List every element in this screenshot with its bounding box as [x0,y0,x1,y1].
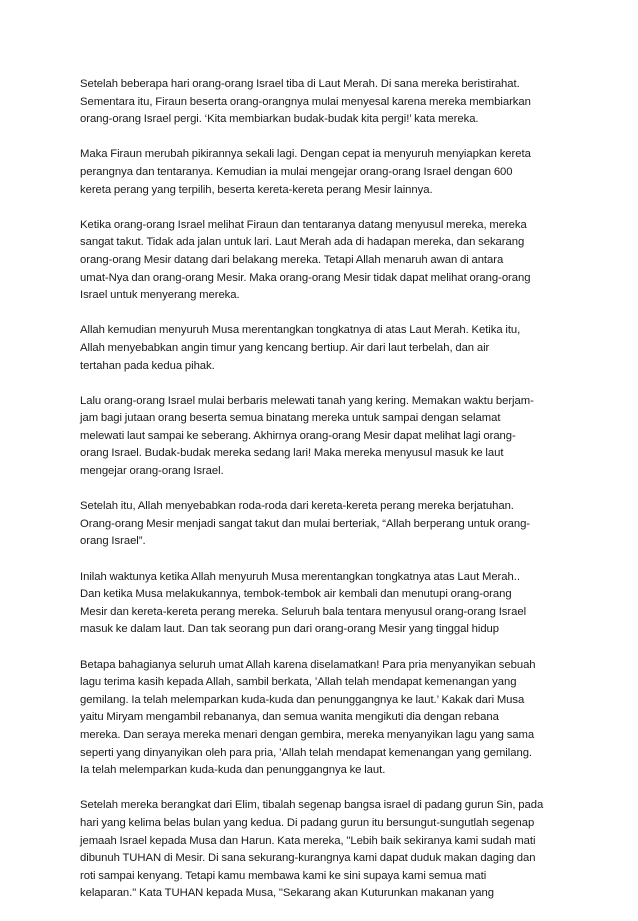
text-line: Mesir dan kereta-kereta perang mereka. Seluruh bala tentara menyusul orang-orang Israel [80,605,527,618]
text-line: orang-orang Mesir datang dari belakang mereka. Tetapi Allah menaruh awan di antara [80,253,504,266]
text-line: lagu terima kasih kepada Allah, sambil berkata, ’Allah telah mendapat kemenangan yang [80,676,517,689]
paragraph-7 [80,569,566,639]
text-line: seperti yang dinyanyikan oleh para pria, ’Allah telah mendapat kemenangan yang gemilang. [80,746,533,759]
text-line: kereta perang yang terpilih, beserta kereta-kereta perang Mesir lainnya. [80,183,433,196]
text-line: hari yang kelima belas bulan yang kedua. Di padang gurun itu bersungut-sungutlah segenap [80,816,535,829]
text-line: Allah kemudian menyuruh Musa merentangkan tongkatnya di atas Laut Merah. Ketika itu, [80,324,521,337]
paragraph-2 [80,146,566,199]
text-line: orang Israel. Budak-budak mereka sedang lari! Maka mereka menyusul masuk ke laut [80,447,504,460]
text-line: dibunuh TUHAN di Mesir. Di sana sekurang-kurangnya kami dapat duduk makan daging dan [80,852,536,865]
text-line: Inilah waktunya ketika Allah menyuruh Musa merentangkan tongkatnya atas Laut Merah.. [80,570,520,583]
text-line: Sementara itu, Firaun beserta orang-orangnya mulai menyesal karena mereka membiarkan [80,95,531,108]
document-page [80,76,566,921]
text-line: Setelah mereka berangkat dari Elim, tibalah segenap bangsa israel di padang gurun Sin, pada [80,799,544,812]
text-line: Orang-orang Mesir menjadi sangat takut dan mulai berteriak, “Allah berperang untuk orang- [80,517,531,530]
paragraph-4 [80,322,566,375]
text-line: Maka Firaun merubah pikirannya sekali lagi. Dengan cepat ia menyuruh menyiapkan kereta [80,148,531,161]
paragraph-6 [80,498,566,551]
paragraph-5 [80,393,566,481]
text-line: mengejar orang-orang Israel. [80,465,224,478]
text-line: Ketika orang-orang Israel melihat Firaun dan tentaranya datang menyusul mereka, mereka [80,218,527,231]
text-line: jemaah Israel kepada Musa dan Harun. Kata mereka, "Lebih baik sekiranya kami sudah mati [80,834,536,847]
paragraph-3 [80,217,566,305]
text-line: mereka. Dan seraya mereka menari dengan gembira, mereka menyanyikan lagu yang sama [80,728,535,741]
text-line: Setelah beberapa hari orang-orang Israel tiba di Laut Merah. Di sana mereka beristirahat. [80,78,520,90]
text-line: tertahan pada kedua pihak. [80,359,215,372]
paragraph-9 [80,797,566,903]
text-line: Israel untuk menyerang mereka. [80,289,240,302]
text-line: perangnya dan tentaranya. Kemudian ia mulai mengejar orang-orang Israel dengan 600 [80,165,513,178]
text-line: orang-orang Israel pergi. ‘Kita membiarkan budak-budak kita pergi!’ kata mereka. [80,113,479,126]
paragraph-1 [80,76,566,129]
text-line: melewati laut sampai ke seberang. Akhirnya orang-orang Mesir dapat melihat lagi orang- [80,429,516,442]
text-line: roti sampai kenyang. Tetapi kamu membawa kami ke sini supaya kami semua mati [80,869,487,882]
text-line: orang Israel”. [80,535,146,548]
text-line: kelaparan." Kata TUHAN kepada Musa, "Sekarang akan Kuturunkan makanan yang [80,887,495,900]
text-line: yaitu Miryam mengambil rebananya, dan semua wanita mengikuti dia dengan rebana [80,711,499,724]
text-line: Dan ketika Musa melakukannya, tembok-tembok air kembali dan menutupi orang-orang [80,588,512,601]
text-line: umat-Nya dan orang-orang Mesir. Maka orang-orang Mesir tidak dapat melihat orang-orang [80,271,531,284]
text-line: sangat takut. Tidak ada jalan untuk lari. Laut Merah ada di hadapan mereka, dan sekarang [80,236,525,249]
paragraph-8 [80,657,566,780]
text-line: jam bagi jutaan orang beserta semua binatang mereka untuk sampai dengan selamat [80,412,501,425]
text-line: Ia telah melemparkan kuda-kuda dan penunggangnya ke laut. [80,764,386,777]
text-line: masuk ke dalam laut. Dan tak seorang pun dari orang-orang Mesir yang tinggal hidup [80,623,500,636]
text-line: Lalu orang-orang Israel mulai berbaris melewati tanah yang kering. Memakan waktu berjam- [80,394,534,407]
text-line: Allah menyebabkan angin timur yang kencang bertiup. Air dari laut terbelah, dan air [80,341,490,354]
text-line: Setelah itu, Allah menyebabkan roda-roda dari kereta-kereta perang mereka berjatuhan. [80,500,514,513]
text-line: Betapa bahagianya seluruh umat Allah karena diselamatkan! Para pria menyanyikan sebuah [80,658,536,671]
text-line: gemilang. Ia telah melemparkan kuda-kuda dan penunggangnya ke laut.’ Kakak dari Musa [80,693,525,706]
